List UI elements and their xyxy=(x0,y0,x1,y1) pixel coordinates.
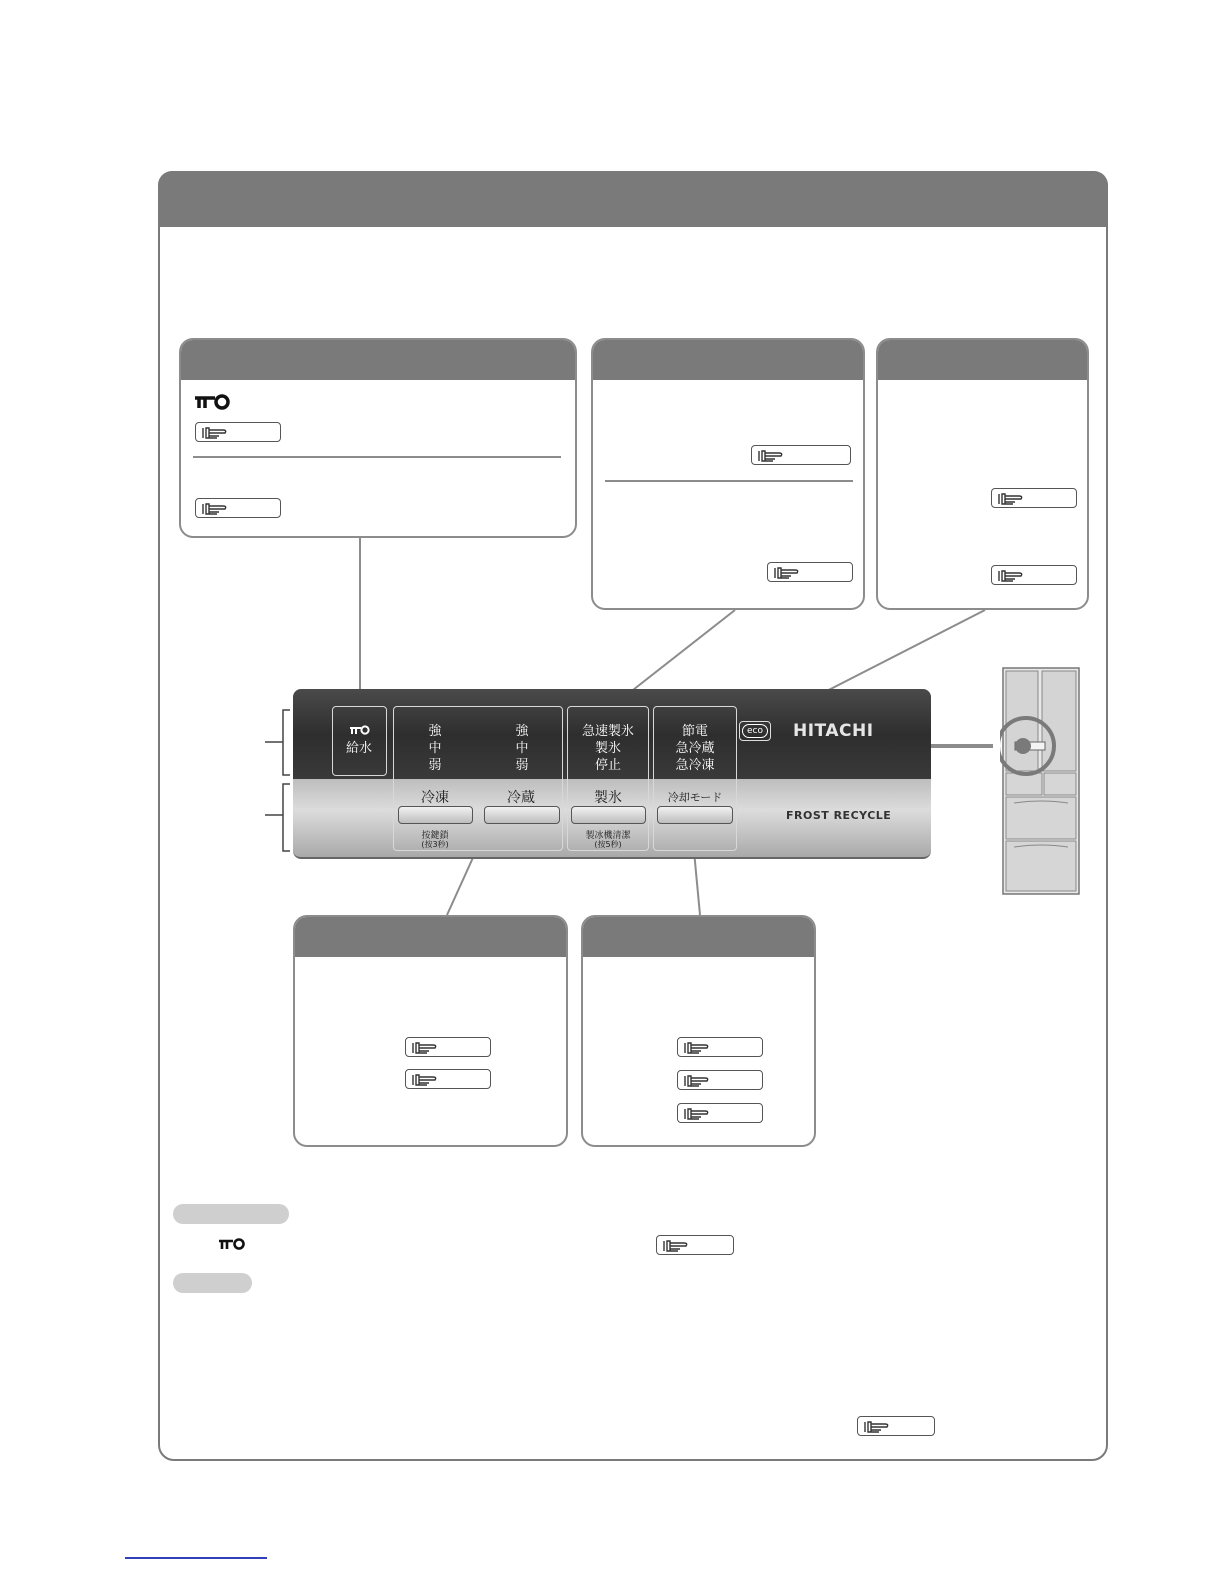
ice-mode-stop: 停止 xyxy=(594,758,621,773)
fridge-level-weak: 弱 xyxy=(515,758,529,773)
fridge-level-strong: 強 xyxy=(515,724,529,739)
fridge-level-medium: 中 xyxy=(515,741,529,756)
reference-link[interactable] xyxy=(656,1235,734,1255)
freezer-level-weak: 弱 xyxy=(428,758,442,773)
key-lock-note-sub: (按3秒) xyxy=(421,840,449,849)
reference-link[interactable] xyxy=(857,1416,935,1436)
cool-mode-fridge: 急冷蔵 xyxy=(675,741,715,756)
cool-mode-button[interactable] xyxy=(657,806,733,824)
note-pill-tip xyxy=(173,1273,252,1293)
cool-mode-button-label: 冷却モード xyxy=(667,791,723,804)
freezer-button-label: 冷凍 xyxy=(421,790,449,806)
lock-indicator-group xyxy=(332,706,387,776)
cool-mode-eco: 節電 xyxy=(681,724,708,739)
fridge-button[interactable] xyxy=(484,806,560,824)
pointing-hand-icon xyxy=(863,1419,891,1435)
refrigerator-illustration xyxy=(1000,667,1082,897)
footer-link-underline[interactable] xyxy=(125,1557,267,1559)
brand-logo: HITACHI xyxy=(793,721,874,741)
key-lock-note: 按鍵鎖 xyxy=(421,831,449,841)
freezer-button[interactable] xyxy=(398,806,473,824)
water-supply-label: 給水 xyxy=(345,741,372,756)
ice-clean-note-sub: (按5秒) xyxy=(594,840,622,849)
ice-clean-note: 製冰機清潔 xyxy=(585,831,631,841)
ice-button[interactable] xyxy=(571,806,646,824)
freezer-level-medium: 中 xyxy=(428,741,442,756)
pointing-hand-icon xyxy=(662,1238,690,1254)
ice-mode-rapid: 急速製氷 xyxy=(581,724,634,739)
eco-indicator xyxy=(739,721,771,741)
cool-mode-freeze: 急冷凍 xyxy=(675,758,715,773)
fridge-button-label: 冷蔵 xyxy=(507,790,535,806)
ice-mode-normal: 製氷 xyxy=(594,741,621,756)
key-icon xyxy=(349,721,371,740)
key-icon xyxy=(218,1236,246,1255)
eco-label: eco xyxy=(742,724,768,738)
frost-recycle-label: FROST RECYCLE xyxy=(786,809,892,822)
ice-button-label: 製氷 xyxy=(594,790,622,806)
note-pill-caution xyxy=(173,1204,289,1224)
freezer-level-strong: 強 xyxy=(428,724,442,739)
